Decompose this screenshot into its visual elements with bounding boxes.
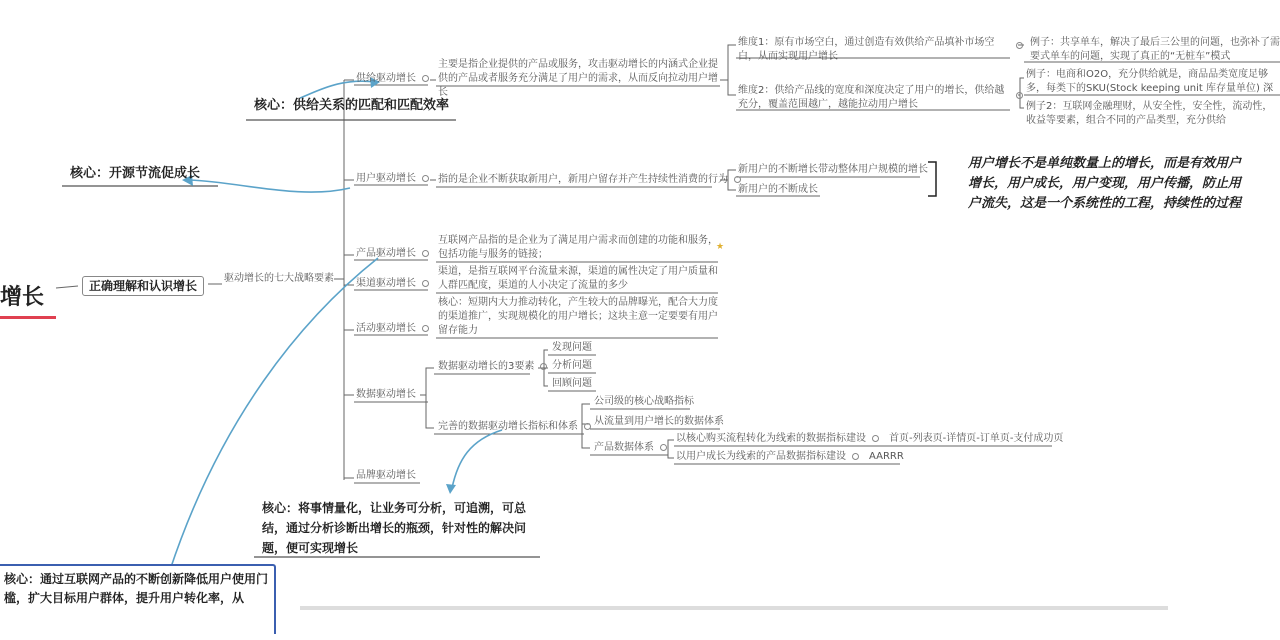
- collapse-dot-icon[interactable]: [584, 423, 591, 430]
- supply-desc[interactable]: 主要是指企业提供的产品或服务，攻击驱动增长的内涵式企业提供的产品或者服务充分满足了用户的需求，从而反向拉动用户增长: [438, 59, 718, 98]
- data-sys-company[interactable]: 公司级的核心战略指标: [594, 396, 694, 407]
- user-desc[interactable]: [438, 173, 741, 187]
- branch-channel[interactable]: [356, 277, 429, 291]
- branch-data[interactable]: [356, 388, 416, 402]
- branch-product[interactable]: [356, 247, 429, 261]
- core-data-note[interactable]: 核心：将事情量化，让业务可分析，可追溯，可总结，通过分析诊断出增长的瓶颈，针对性的解决问题，便可实现增长: [262, 501, 527, 555]
- branch-brand[interactable]: [356, 469, 416, 483]
- collapse-dot-icon[interactable]: [422, 280, 429, 287]
- collapse-dot-icon[interactable]: [422, 175, 429, 182]
- branch-channel-label: 渠道驱动增长: [356, 278, 416, 289]
- product-desc[interactable]: 互联网产品指的是企业为了满足用户需求而创建的功能和服务，包括功能与服务的链接；: [438, 235, 718, 260]
- product-sys-purchase-label: 以核心购买流程转化为线索的数据指标建设: [676, 433, 866, 444]
- data-three-factors[interactable]: [438, 360, 547, 374]
- product-sys-purchase[interactable]: [676, 432, 1063, 446]
- branch-user-label: 用户驱动增长: [356, 173, 416, 184]
- star-icon: ★: [716, 242, 725, 252]
- data-three-factors-label: 数据驱动增长的3要素: [438, 361, 535, 372]
- collapse-dot-icon[interactable]: [540, 363, 547, 370]
- data-sys-product-label: 产品数据体系: [594, 442, 654, 453]
- product-sys-growth[interactable]: [676, 450, 904, 464]
- user-sub-maturity[interactable]: 新用户的不断成长: [738, 184, 818, 195]
- branch-activity[interactable]: [356, 322, 429, 336]
- collapse-dot-icon[interactable]: [1016, 42, 1023, 49]
- branch-brand-label: 品牌驱动增长: [356, 470, 416, 481]
- core-supply-note[interactable]: 核心：供给关系的匹配和匹配效率: [254, 98, 450, 113]
- purchase-funnel: 首页-列表页-详情页-订单页-支付成功页: [889, 433, 1064, 444]
- example-bike-sharing[interactable]: 例子：共享单车，解决了最后三公里的问题，也弥补了需要式单车的问题，实现了真正的“无桩车”模式: [1030, 37, 1280, 62]
- core-bottom-note[interactable]: 核心：通过互联网产品的不断创新降低用户使用门槛，扩大目标用户群体，提升用户转化率，从: [0, 564, 276, 634]
- user-sub-growth[interactable]: 新用户的不断增长带动整体用户规模的增长: [738, 164, 928, 175]
- user-growth-note[interactable]: 用户增长不是单纯数量上的增长，而是有效用户增长，用户成长，用户变现，用户传播，防止用户流失，这是一个系统性的工程，持续性的过程: [968, 156, 1242, 211]
- supply-dimension-1[interactable]: 维度1：原有市场空白，通过创造有效供给产品填补市场空白，从而实现用户增长: [738, 37, 995, 62]
- branch-data-label: 数据驱动增长: [356, 389, 416, 400]
- collapse-dot-icon[interactable]: [422, 75, 429, 82]
- factor-discover[interactable]: 发现问题: [552, 342, 592, 353]
- collapse-dot-icon[interactable]: [852, 453, 859, 460]
- collapse-dot-icon[interactable]: [872, 435, 879, 442]
- example-ecommerce[interactable]: 例子：电商和O2O，充分供给就是，商品品类宽度足够多，每类下的SKU(Stock keeping unit 库存量单位) 深: [1026, 69, 1274, 94]
- collapse-dot-icon[interactable]: [422, 250, 429, 257]
- branch-supply[interactable]: [356, 72, 429, 86]
- branch-user[interactable]: [356, 172, 429, 186]
- collapse-dot-icon[interactable]: [422, 325, 429, 332]
- root-node[interactable]: 正确理解和认识增长: [82, 276, 204, 296]
- factor-review[interactable]: 回顾问题: [552, 378, 592, 389]
- branch-activity-label: 活动驱动增长: [356, 323, 416, 334]
- aarrr-model: AARRR: [869, 451, 904, 462]
- data-metrics-system[interactable]: [438, 420, 591, 434]
- user-desc-text: 指的是企业不断获取新用户，新用户留存并产生持续性消费的行为: [438, 174, 728, 185]
- core-open-note[interactable]: 核心：开源节流促成长: [70, 166, 201, 181]
- data-sys-product[interactable]: [594, 441, 667, 455]
- activity-desc[interactable]: 核心：短期内大力推动转化，产生较大的品牌曝光，配合大力度的渠道推广，实现规模化的用户增长；这块主意一定要要有用户留存能力: [438, 297, 718, 336]
- branch-product-label: 产品驱动增长: [356, 248, 416, 259]
- product-sys-growth-label: 以用户成长为线索的产品数据指标建设: [676, 451, 846, 462]
- title-underline: [0, 316, 56, 319]
- collapse-dot-icon[interactable]: [660, 444, 667, 451]
- collapse-dot-icon[interactable]: [1016, 92, 1023, 99]
- data-sys-traffic[interactable]: 从流量到用户增长的数据体系: [594, 416, 724, 427]
- branch-supply-label: 供给驱动增长: [356, 73, 416, 84]
- data-metrics-system-label: 完善的数据驱动增长指标和体系: [438, 421, 578, 432]
- channel-desc[interactable]: 渠道，是指互联网平台流量来源，渠道的属性决定了用户质量和人群匹配度，渠道的人小决定了流量的多少: [438, 266, 718, 291]
- level1-node[interactable]: 驱动增长的七大战略要素: [224, 273, 334, 284]
- horizontal-scrollbar[interactable]: [300, 606, 1168, 610]
- supply-dimension-2[interactable]: 维度2：供给产品线的宽度和深度决定了用户的增长，供给越充分，覆盖范围越广，越能拉动用户增长: [738, 85, 1005, 110]
- page-title: 增长: [0, 285, 45, 310]
- factor-analyze[interactable]: 分析问题: [552, 360, 592, 371]
- example-finance[interactable]: 例子2：互联网金融理财，从安全性，安全性，流动性，收益等要素，组合不同的产品类型，充分供给: [1026, 101, 1273, 126]
